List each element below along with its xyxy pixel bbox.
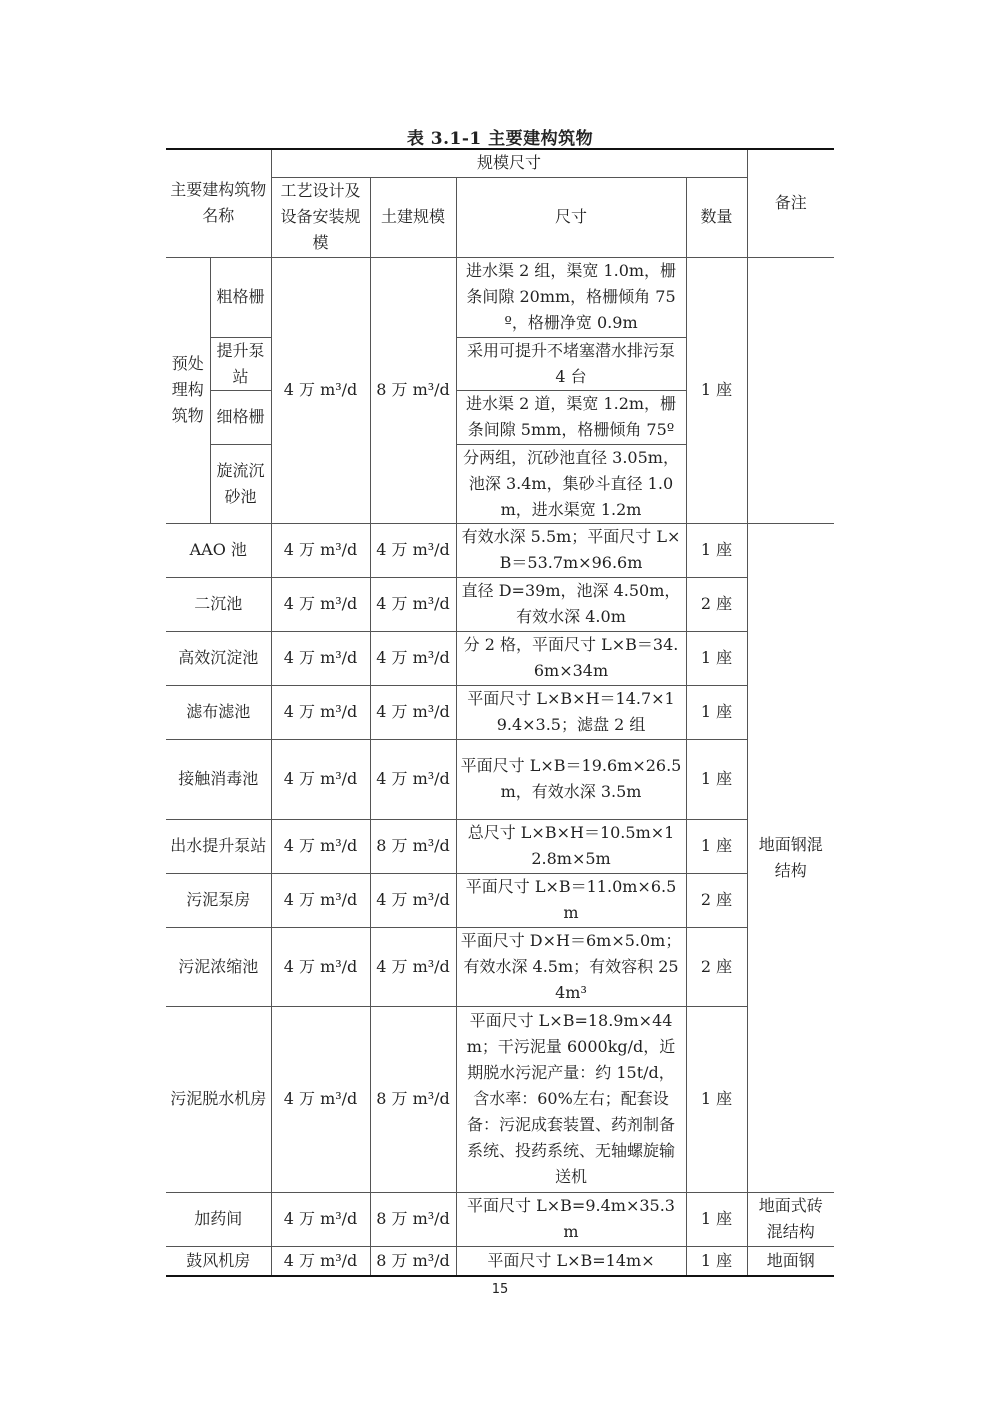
table-row [166, 523, 834, 577]
size: 平面尺寸 L×B＝19.6m×26.5m，有效水深 3.5m [456, 739, 686, 819]
table-row [166, 1246, 834, 1276]
remark-brick-concrete: 地面式砖混结构 [747, 1192, 834, 1246]
structure-name: 二沉池 [166, 577, 271, 631]
process-scale: 4 万 m³/d [271, 873, 370, 927]
size: 平面尺寸 L×B=18.9m×44m；干污泥量 6000kg/d，近期脱水污泥产量：约 15t/d，含水率：60%左右；配套设备：污泥成套装置、药剂制备系统、投药系统、无轴螺旋输送机 [456, 1006, 686, 1192]
header-name: 主要建构筑物名称 [166, 149, 271, 257]
header-remark: 备注 [747, 149, 834, 257]
header-size: 尺寸 [456, 177, 686, 257]
size: 总尺寸 L×B×H＝10.5m×12.8m×5m [456, 819, 686, 873]
size: 直径 D=39m，池深 4.50m，有效水深 4.0m [456, 577, 686, 631]
table-row [166, 1006, 834, 1192]
header-civil-scale: 土建规模 [370, 177, 456, 257]
size: 平面尺寸 L×B×H＝14.7×19.4×3.5；滤盘 2 组 [456, 685, 686, 739]
header-scale-group: 规模尺寸 [271, 149, 747, 177]
structure-name: 污泥泵房 [166, 873, 271, 927]
pretreatment-item-name: 细格栅 [210, 390, 271, 444]
civil-scale: 4 万 m³/d [370, 685, 456, 739]
quantity: 2 座 [686, 577, 747, 631]
process-scale: 4 万 m³/d [271, 1192, 370, 1246]
quantity: 1 座 [686, 739, 747, 819]
remark-steel-partial: 地面钢 [747, 1246, 834, 1276]
structure-name: AAO 池 [166, 523, 271, 577]
quantity: 1 座 [686, 685, 747, 739]
table-row [166, 1192, 834, 1246]
table-title: 表 3.1-1 主要建构筑物 [406, 129, 594, 149]
civil-scale: 4 万 m³/d [370, 927, 456, 1006]
table-row [166, 739, 834, 819]
quantity: 2 座 [686, 873, 747, 927]
process-scale: 4 万 m³/d [271, 523, 370, 577]
remark-empty [747, 257, 834, 523]
pretreatment-item-name: 旋流沉砂池 [210, 444, 271, 523]
process-scale: 4 万 m³/d [271, 739, 370, 819]
size: 平面尺寸 L×B=14m× [456, 1246, 686, 1276]
page-number: 15 [491, 1282, 509, 1297]
process-scale: 4 万 m³/d [271, 1246, 370, 1276]
table-row [166, 873, 834, 927]
civil-scale: 4 万 m³/d [370, 739, 456, 819]
pretreatment-item-size: 进水渠 2 道，渠宽 1.2m，栅条间隙 5mm，格栅倾角 75º [456, 390, 686, 444]
structure-name: 滤布滤池 [166, 685, 271, 739]
size: 平面尺寸 L×B=9.4m×35.3m [456, 1192, 686, 1246]
pretreatment-item-name: 提升泵站 [210, 337, 271, 390]
civil-scale: 8 万 m³/d [370, 1192, 456, 1246]
civil-scale: 4 万 m³/d [370, 523, 456, 577]
pretreatment-quantity: 1 座 [686, 257, 747, 523]
process-scale: 4 万 m³/d [271, 685, 370, 739]
quantity: 1 座 [686, 523, 747, 577]
process-scale: 4 万 m³/d [271, 631, 370, 685]
process-scale: 4 万 m³/d [271, 927, 370, 1006]
quantity: 1 座 [686, 1006, 747, 1192]
process-scale: 4 万 m³/d [271, 577, 370, 631]
civil-scale: 4 万 m³/d [370, 631, 456, 685]
quantity: 1 座 [686, 819, 747, 873]
header-quantity: 数量 [686, 177, 747, 257]
structure-name: 加药间 [166, 1192, 271, 1246]
process-scale: 4 万 m³/d [271, 819, 370, 873]
structure-name: 出水提升泵站 [166, 819, 271, 873]
structure-name: 高效沉淀池 [166, 631, 271, 685]
quantity: 1 座 [686, 631, 747, 685]
size: 平面尺寸 D×H＝6m×5.0m；有效水深 4.5m；有效容积 254m³ [456, 927, 686, 1006]
size: 有效水深 5.5m；平面尺寸 L×B＝53.7m×96.6m [456, 523, 686, 577]
table-row [166, 631, 834, 685]
quantity: 2 座 [686, 927, 747, 1006]
civil-scale: 8 万 m³/d [370, 1006, 456, 1192]
header-process-scale: 工艺设计及设备安装规模 [271, 177, 370, 257]
pretreatment-item-name: 粗格栅 [210, 257, 271, 337]
structure-name: 接触消毒池 [166, 739, 271, 819]
pretreatment-item-size: 进水渠 2 组，渠宽 1.0m，栅条间隙 20mm，格栅倾角 75º，格栅净宽 0.9m [456, 257, 686, 337]
pretreatment-civil-scale: 8 万 m³/d [370, 257, 456, 523]
structures-table [166, 148, 834, 1277]
table-row [166, 577, 834, 631]
table-row [166, 927, 834, 1006]
quantity: 1 座 [686, 1192, 747, 1246]
size: 分 2 格，平面尺寸 L×B＝34.6m×34m [456, 631, 686, 685]
civil-scale: 8 万 m³/d [370, 819, 456, 873]
structure-name: 鼓风机房 [166, 1246, 271, 1276]
remark-steel-concrete: 地面钢混结构 [747, 523, 834, 1192]
table-row [166, 685, 834, 739]
pretreatment-group-label: 预处理构筑物 [166, 257, 210, 523]
quantity: 1 座 [686, 1246, 747, 1276]
size: 平面尺寸 L×B＝11.0m×6.5m [456, 873, 686, 927]
civil-scale: 8 万 m³/d [370, 1246, 456, 1276]
structure-name: 污泥脱水机房 [166, 1006, 271, 1192]
pretreatment-item-size: 采用可提升不堵塞潜水排污泵 4 台 [456, 337, 686, 390]
civil-scale: 4 万 m³/d [370, 873, 456, 927]
civil-scale: 4 万 m³/d [370, 577, 456, 631]
table-row [166, 257, 834, 337]
structure-name: 污泥浓缩池 [166, 927, 271, 1006]
table-row [166, 819, 834, 873]
pretreatment-process-scale: 4 万 m³/d [271, 257, 370, 523]
pretreatment-item-size: 分两组，沉砂池直径 3.05m，池深 3.4m，集砂斗直径 1.0m，进水渠宽 1.2m [456, 444, 686, 523]
process-scale: 4 万 m³/d [271, 1006, 370, 1192]
